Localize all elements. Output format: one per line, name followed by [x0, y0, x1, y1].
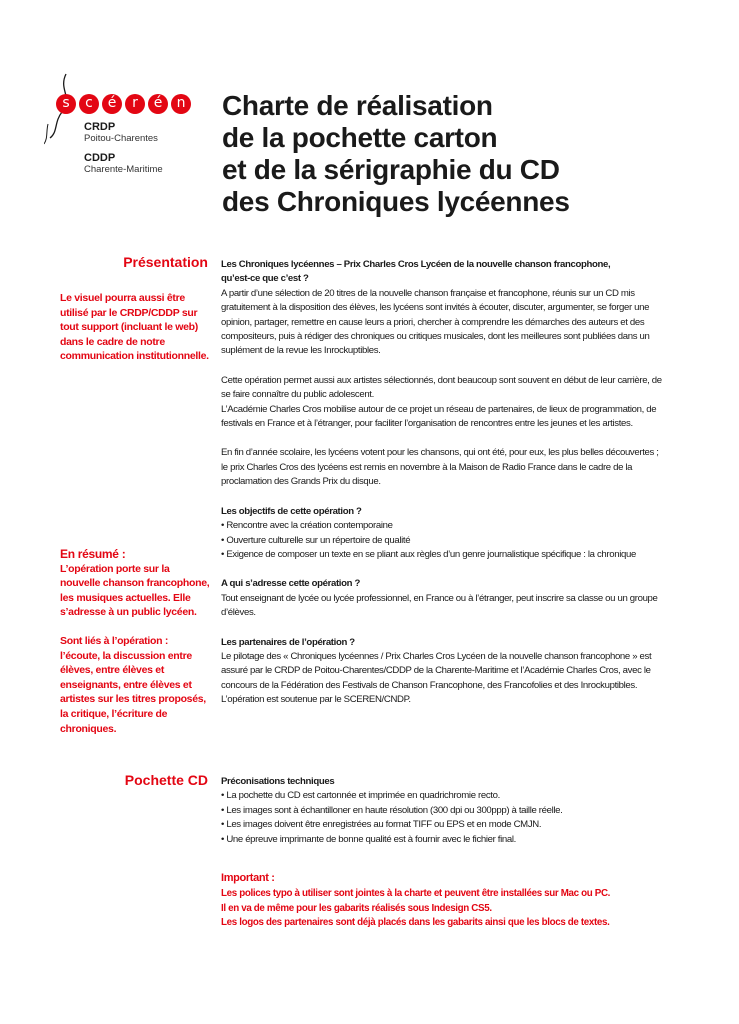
list-item: • Les images sont à échantilloner en haute résolution (300 dpi ou 300ppp) à taille réelle. — [221, 804, 667, 818]
org-crdp-name: CRDP — [84, 121, 116, 133]
logo-letter: é — [102, 94, 122, 114]
logo-letter: é — [148, 94, 168, 114]
section-heading-pochette: Pochette CD — [124, 772, 208, 788]
title-line: Charte de réalisation — [222, 90, 493, 121]
list-item: • Les images doivent être enregistrées au format TIFF ou EPS et en mode CMJN. — [221, 818, 667, 832]
list-item: • La pochette du CD est cartonnée et imprimée en quadrichromie recto. — [221, 789, 667, 803]
important-heading: Important : — [221, 872, 275, 885]
objectives-list — [221, 519, 667, 562]
question-heading: Les Chroniques lycéennes – Prix Charles Cros Lycéen de la nouvelle chanson francophone, — [221, 259, 611, 270]
page-title — [222, 90, 722, 218]
important-line: Les logos des partenaires sont déjà placés dans les gabarits ainsi que les blocs de textes. — [221, 917, 610, 929]
resume-heading: En résumé : — [60, 547, 126, 561]
objectives-heading: Les objectifs de cette opération ? — [221, 505, 362, 517]
logo-letter: n — [171, 94, 191, 114]
tech-list — [221, 789, 667, 847]
paragraph: Tout enseignant de lycée ou lycée professionnel, en France ou à l’étranger, peut inscrire sa classe ou un groupe d’élèves. — [221, 592, 658, 619]
logo-letter: c — [79, 94, 99, 114]
paragraph: Le pilotage des « Chroniques lycéennes / Prix Charles Cros Lycéen de la nouvelle chanson francophone » est assuré par le CRDP de Poitou-Charentes/CDDP de la Charente-Maritime et l’Académie Charles Cros, avec le concours de la Fédération des Festivals de Chanson Francophone, des Francofolies et des Inrockuptibles. L’opération est soutenue par le SCEREN/CNDP. — [221, 650, 652, 706]
org-crdp — [84, 121, 158, 144]
side-note-text: L’opération porte sur la nouvelle chanson francophone, les musiques actuelles. Elle s’adresse à un public lycéen. — [60, 562, 210, 619]
paragraph: L’Académie Charles Cros mobilise autour de ce projet un réseau de partenaires, de lieux de programmation, de festivals en France et à l’étranger, pour faciliter l’organisation de rencontres entre les jeunes et les artistes. — [221, 403, 657, 430]
side-note-text: Sont liés à l’opération : l’écoute, la discussion entre élèves, entre élèves et enseignants, entre élèves et artistes sur les titres proposés, la critique, l’écriture de chroniques. — [60, 634, 206, 735]
org-cddp-name: CDDP — [84, 152, 116, 164]
title-line: des Chroniques lycéennes — [222, 186, 570, 217]
important-line: Les polices typo à utiliser sont jointes à la charte et peuvent être installées sur Mac ou PC. — [221, 888, 611, 900]
paragraph: A partir d’une sélection de 20 titres de la nouvelle chanson française et francophone, réunis sur un CD mis gratuitement à la disposition des élèves, les lycéens sont invités à écouter, discuter, argumenter, se forger une opinion, partager, remettre en cause leurs a priori, chercher à comprendre les démarches des auteurs et des compositeurs, puis à rédiger des chroniques ou critiques musicales, dont les meilleures sont publiées dans un suplément de la revue les Inrockuptibles. — [221, 287, 650, 357]
org-cddp — [84, 152, 163, 175]
list-item: • Exigence de composer un texte en se pliant aux règles d’un genre journalistique spécifique : la chronique — [221, 548, 667, 562]
side-note-text: Le visuel pourra aussi être utilisé par le CRDP/CDDP sur tout support (incluant le web) dans le cadre de notre communication institutionnelle. — [60, 292, 209, 363]
partners-heading: Les partenaires de l’opération ? — [221, 636, 355, 648]
section-heading-presentation: Présentation — [123, 254, 208, 270]
list-item: • Rencontre avec la création contemporaine — [221, 519, 667, 533]
paragraph: Cette opération permet aussi aux artistes sélectionnés, dont beaucoup sont souvent en début de leur carrière, de se faire connaître du public adolescent. — [221, 374, 662, 401]
paragraph: En fin d’année scolaire, les lycéens votent pour les chansons, qui ont été, pour eux, les plus belles découvertes ; le prix Charles Cros des lycéens est remis en novembre à la Maison de Radio France dans le cadre de la proclamation des Grands Prix du disque. — [221, 447, 659, 488]
title-line: de la pochette carton — [222, 122, 498, 153]
audience-heading: A qui s’adresse cette opération ? — [221, 578, 360, 590]
presentation-body — [221, 258, 667, 723]
sceren-logo — [56, 94, 191, 114]
question-heading: qu’est-ce que c’est ? — [221, 273, 309, 285]
list-item: • Ouverture culturelle sur un répertoire de qualité — [221, 534, 667, 548]
side-note-resume — [60, 547, 210, 750]
org-crdp-region: Poitou-Charentes — [84, 133, 158, 144]
list-item: • Une épreuve imprimante de bonne qualité est à fournir avec le fichier final. — [221, 833, 667, 847]
logo-letter: r — [125, 94, 145, 114]
title-line: et de la sérigraphie du CD — [222, 154, 560, 185]
important-line: Il en va de même pour les gabarits réalisés sous Indesign CS5. — [221, 902, 492, 914]
logo-letter: s — [56, 94, 76, 114]
tech-heading: Préconisations techniques — [221, 776, 335, 787]
pochette-body — [221, 775, 667, 931]
org-cddp-region: Charente-Maritime — [84, 164, 163, 175]
side-note-visual — [60, 291, 210, 378]
